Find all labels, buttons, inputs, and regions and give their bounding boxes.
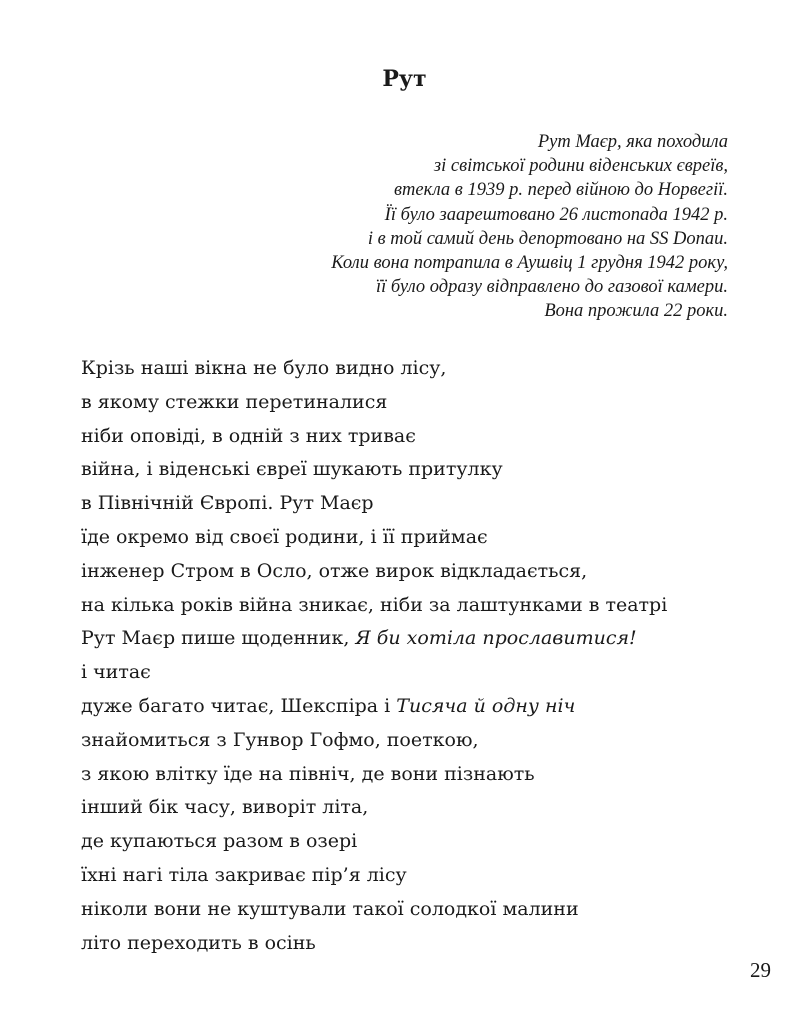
page-title: Рут: [382, 66, 427, 92]
poem-line: в якому стежки перетиналися: [81, 390, 388, 413]
epigraph-line: Рут Маєр, яка походила: [537, 132, 728, 152]
poem-line: [81, 690, 781, 724]
poem-line: на кілька років війна зникає, ніби за лаштунками в театрі: [81, 593, 668, 616]
poem-line: де купаються разом в озері: [81, 830, 358, 853]
page-number: 29: [750, 958, 771, 982]
epigraph-line: її було одразу відправлено до газової камери.: [375, 277, 728, 298]
poem-body: [81, 352, 781, 960]
poem-line: їхні нагі тіла закриває пір’я лісу: [81, 863, 407, 886]
poem-line: ніби оповіді, в одній з них триває: [81, 424, 416, 447]
poem-line: з якою влітку їде на північ, де вони пізнають: [81, 762, 535, 785]
poem-book-title: Тисяча й одну ніч: [396, 694, 576, 717]
poem-line: [81, 622, 781, 656]
epigraph-line: Вона прожила 22 роки.: [544, 301, 728, 322]
poem-line: Крізь наші вікна не було видно лісу,: [81, 357, 447, 379]
epigraph-line: Коли вона потрапила в Аушвіц 1 грудня 1942 року,: [331, 253, 728, 274]
poem-line: і читає: [81, 661, 151, 684]
poem-quote: Я би хотіла прославитися!: [355, 627, 637, 650]
epigraph-line: втекла в 1939 р. перед війною до Норвегії.: [394, 180, 728, 201]
epigraph-line: і в той самий день депортовано на SS Donau.: [367, 228, 728, 249]
poem-line: знайомиться з Гунвор Гофмо, поеткою,: [81, 728, 479, 751]
epigraph: [168, 130, 728, 324]
poem-line: в Північній Європі. Рут Маєр: [81, 492, 374, 515]
poem-line: їде окремо від своєї родини, і її приймає: [81, 525, 488, 548]
poem-line: інший бік часу, виворіт літа,: [81, 796, 369, 819]
poem-text: дуже багато читає, Шекспіра і: [81, 694, 397, 717]
poem-line: війна, і віденські євреї шукають притулку: [81, 458, 503, 481]
poem-line: ніколи вони не куштували такої солодкої малини: [81, 897, 579, 920]
epigraph-line: зі світської родини віденських євреїв,: [433, 156, 728, 177]
poem-text: Рут Маєр пише щоденник,: [81, 627, 356, 650]
poem-line: інженер Стром в Осло, отже вирок відкладається,: [81, 559, 588, 582]
epigraph-line: Її було заарештовано 26 листопада 1942 р.: [384, 204, 728, 225]
poem-line: літо переходить в осінь: [81, 931, 316, 954]
